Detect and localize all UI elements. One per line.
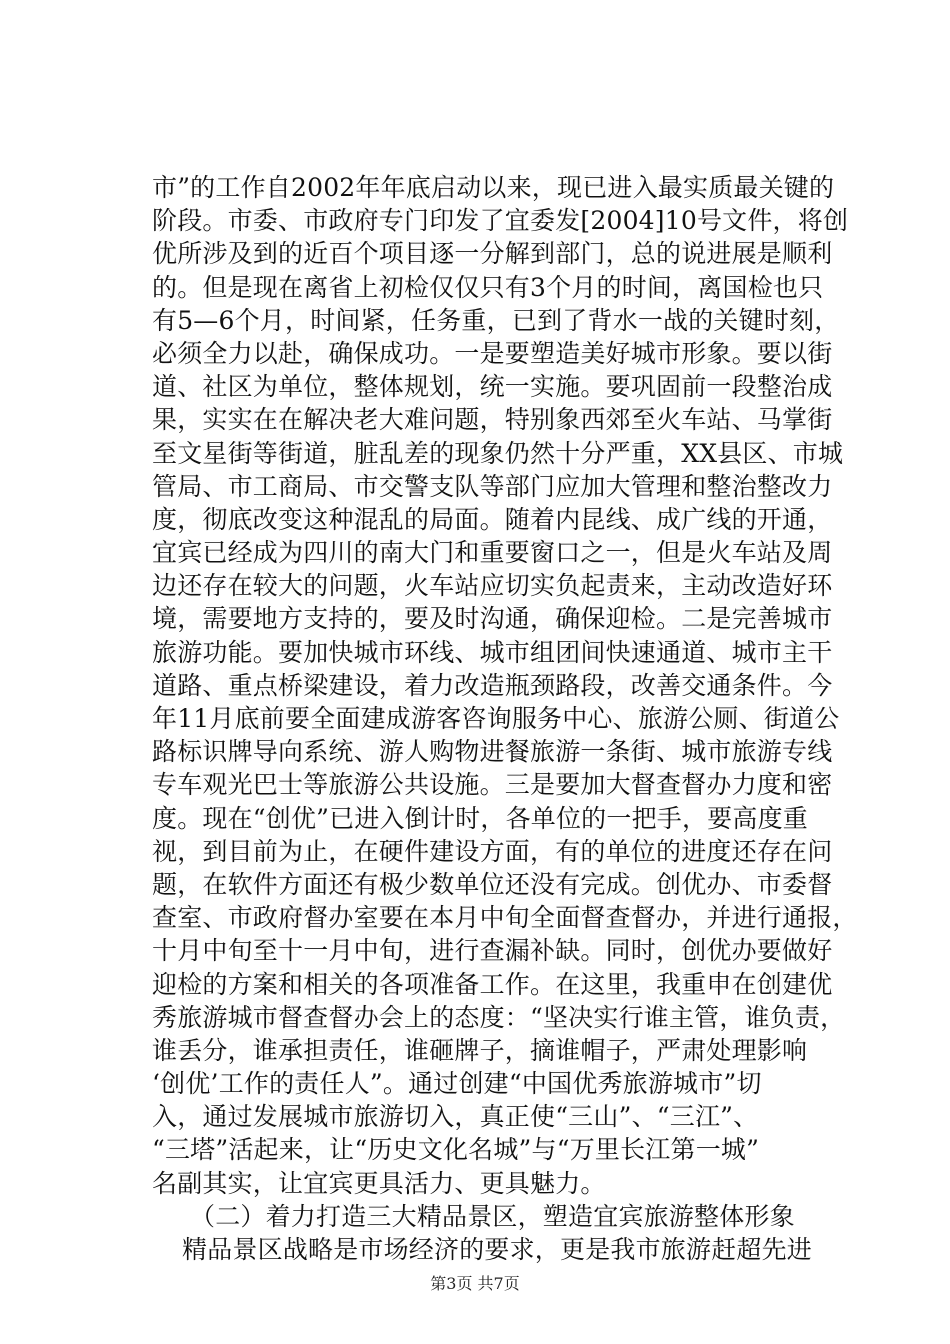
text-line: 管局、市工商局、市交警支队等部门应加大管理和整治整改力 <box>152 471 833 501</box>
text-line: 题，在软件方面还有极少数单位还没有完成。创优办、市委督 <box>152 869 833 899</box>
text-line: 谁丢分，谁承担责任，谁砸牌子，摘谁帽子，严肃处理影响 <box>152 1035 808 1065</box>
text-line: 果，实实在在解决老大难问题，特别象西郊至火车站、马掌街 <box>152 405 833 435</box>
text-line: 度，彻底改变这种混乱的局面。随着内昆线、成广线的开通， <box>152 504 833 534</box>
text-line: 视，到目前为止，在硬件建设方面，有的单位的进度还存在问 <box>152 836 833 866</box>
text-line: 境，需要地方支持的，要及时沟通，确保迎检。二是完善城市 <box>152 604 833 634</box>
text-line: 查室、市政府督办室要在本月中旬全面督查督办，并进行通报， <box>152 903 858 933</box>
text-line: 秀旅游城市督查督办会上的态度：“坚决实行谁主管，谁负责， <box>152 1002 846 1032</box>
text-line: 至文星街等街道，脏乱差的现象仍然十分严重，XX县区、市城 <box>152 438 844 468</box>
text-line: 优所涉及到的近百个项目逐一分解到部门，总的说进展是顺利 <box>152 239 833 269</box>
section-heading: （二）着力打造三大精品景区，塑造宜宾旅游整体形象 <box>190 1201 795 1231</box>
paragraph-start: 精品景区战略是市场经济的要求，更是我市旅游赶超先进 <box>182 1235 813 1264</box>
text-line: 专车观光巴士等旅游公共设施。三是要加大督查督办力度和密 <box>152 770 833 800</box>
text-line: 年11月底前要全面建成游客咨询服务中心、旅游公厕、街道公 <box>152 704 840 733</box>
text-line: 的。但是现在离省上初检仅仅只有3个月的时间，离国检也只 <box>152 272 824 302</box>
text-line: “三塔”活起来，让“历史文化名城”与“万里长江第一城” <box>152 1135 760 1165</box>
text-line: 阶段。市委、市政府专门印发了宜委发[2004]10号文件，将创 <box>152 206 849 236</box>
text-line: 度。现在“创优”已进入倒计时，各单位的一把手，要高度重 <box>152 803 808 833</box>
text-line: 入，通过发展城市旅游切入，真正使“三山”、“三江”、 <box>152 1102 759 1132</box>
text-line: 宜宾已经成为四川的南大门和重要窗口之一，但是火车站及周 <box>152 538 833 568</box>
text-line: 十月中旬至十一月中旬，进行查漏补缺。同时，创优办要做好 <box>152 936 833 966</box>
text-line: 道路、重点桥梁建设，着力改造瓶颈路段，改善交通条件。今 <box>152 670 833 700</box>
text-line: ‘创优’工作的责任人”。通过创建“中国优秀旅游城市”切 <box>152 1069 762 1099</box>
text-line: 必须全力以赴，确保成功。一是要塑造美好城市形象。要以街 <box>152 338 833 368</box>
text-line: 名副其实，让宜宾更具活力、更具魅力。 <box>152 1168 606 1198</box>
text-line: 路标识牌导向系统、游人购物进餐旅游一条街、城市旅游专线 <box>152 737 833 767</box>
text-line: 有5—6个月，时间紧，任务重，已到了背水一战的关键时刻， <box>152 305 840 335</box>
page-number: 第3页 共7页 <box>430 1274 520 1293</box>
text-line: 旅游功能。要加快城市环线、城市组团间快速通道、城市主干 <box>152 637 833 667</box>
text-line: 市”的工作自2002年年底启动以来，现已进入最实质最关键的 <box>152 173 835 202</box>
text-line: 边还存在较大的问题，火车站应切实负起责来，主动改造好环 <box>152 571 833 601</box>
page-footer <box>0 1271 950 1294</box>
text-line: 迎检的方案和相关的各项准备工作。在这里，我重申在创建优 <box>152 969 833 999</box>
body-text <box>152 171 858 1266</box>
text-line: 道、社区为单位，整体规划，统一实施。要巩固前一段整治成 <box>152 372 833 402</box>
